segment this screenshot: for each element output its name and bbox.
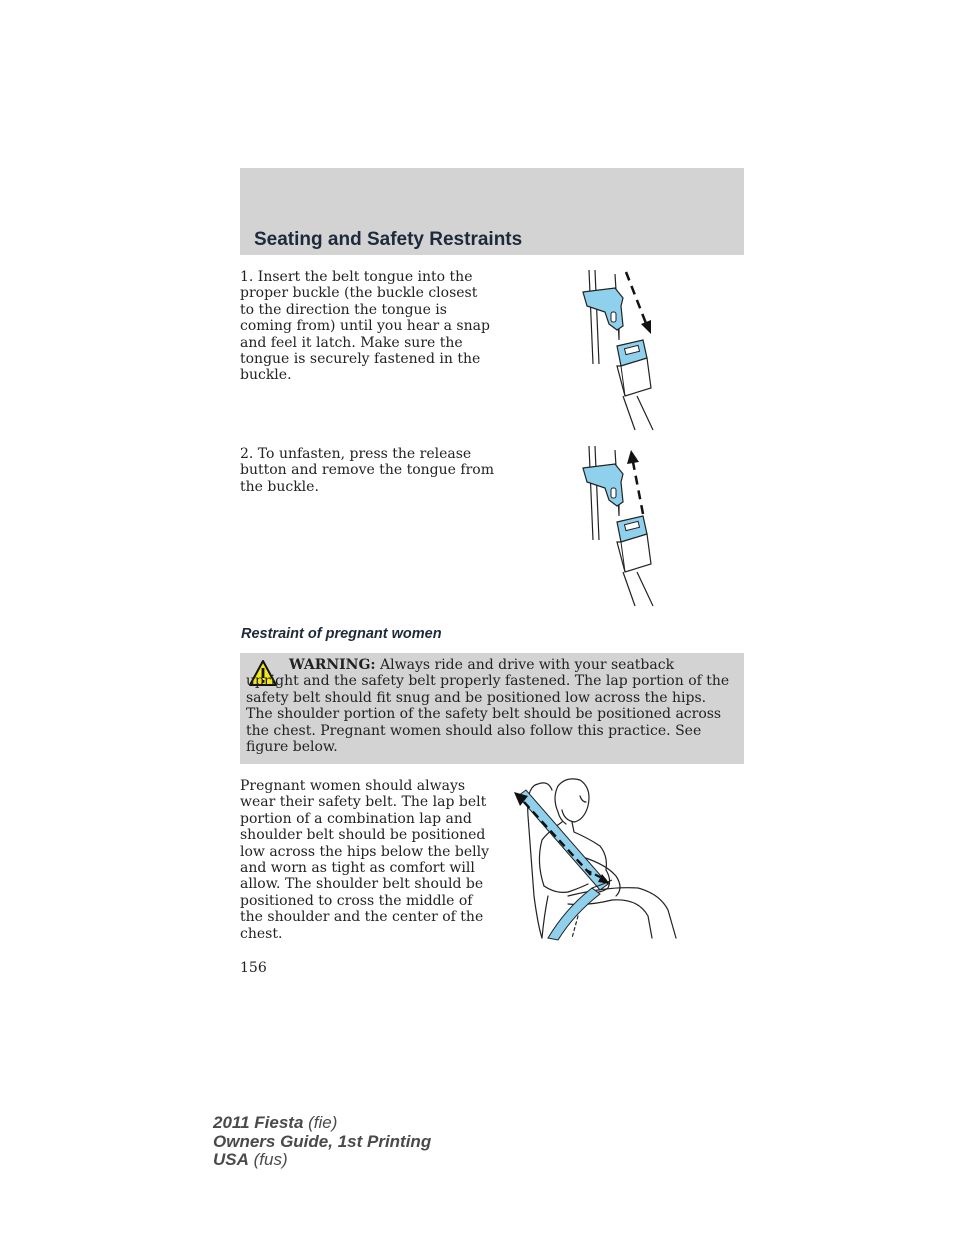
step-2-text: 2. To unfasten, press the release button and remove the tongue from the buckle.	[240, 446, 494, 495]
footer-model: 2011 Fiesta	[213, 1113, 304, 1132]
section-title: Seating and Safety Restraints	[254, 229, 523, 250]
belt-insert-illustration	[575, 268, 675, 434]
warning-box	[240, 653, 744, 764]
step-1-text: 1. Insert the belt tongue into the proper buckle (the buckle closest to the direction the tongue is coming from) until you hear a snap and feel it latch. Make sure the tongue is securely fastened in the buckle.	[240, 269, 490, 384]
warning-label: WARNING:	[289, 657, 376, 673]
buckle-icon	[617, 516, 651, 572]
belt-tongue-icon	[583, 464, 623, 506]
footer-line-2: Owners Guide, 1st Printing	[213, 1131, 432, 1151]
arrow-down-icon	[626, 272, 651, 334]
lap-belt-strap	[548, 888, 600, 940]
arrow-up-icon	[627, 450, 643, 514]
footer-line-1	[213, 1114, 431, 1133]
page-number: 156	[240, 960, 267, 976]
pregnant-restraint-heading: Restraint of pregnant women	[241, 626, 442, 642]
belt-tongue-icon	[583, 288, 623, 330]
footer-market: USA	[213, 1150, 249, 1169]
pregnant-body-text: Pregnant women should always wear their safety belt. The lap belt portion of a combination lap and shoulder belt should be positioned low across the hips below the belly and worn as tight as comfort will allow. The shoulder belt should be positioned to cross the middle of the shoulder and the center of the chest.	[240, 778, 490, 942]
pregnant-woman-belt-illustration	[508, 776, 682, 942]
footer-model-code: (fie)	[303, 1113, 338, 1132]
warning-text	[246, 657, 730, 755]
shoulder-belt-strap	[518, 790, 608, 890]
belt-release-illustration	[575, 444, 675, 610]
warning-body: Always ride and drive with your seatback upright and the safety belt properly fastened. The lap portion of the safety belt should fit snug and be positioned low across the hips. The shoulder portion of the safety belt should be positioned across the chest. Pregnant women should also follow this practice. See figure below.	[246, 657, 730, 756]
footer	[213, 1114, 431, 1170]
buckle-icon	[617, 340, 651, 396]
footer-line-3	[213, 1151, 431, 1170]
footer-market-code: (fus)	[248, 1150, 288, 1169]
